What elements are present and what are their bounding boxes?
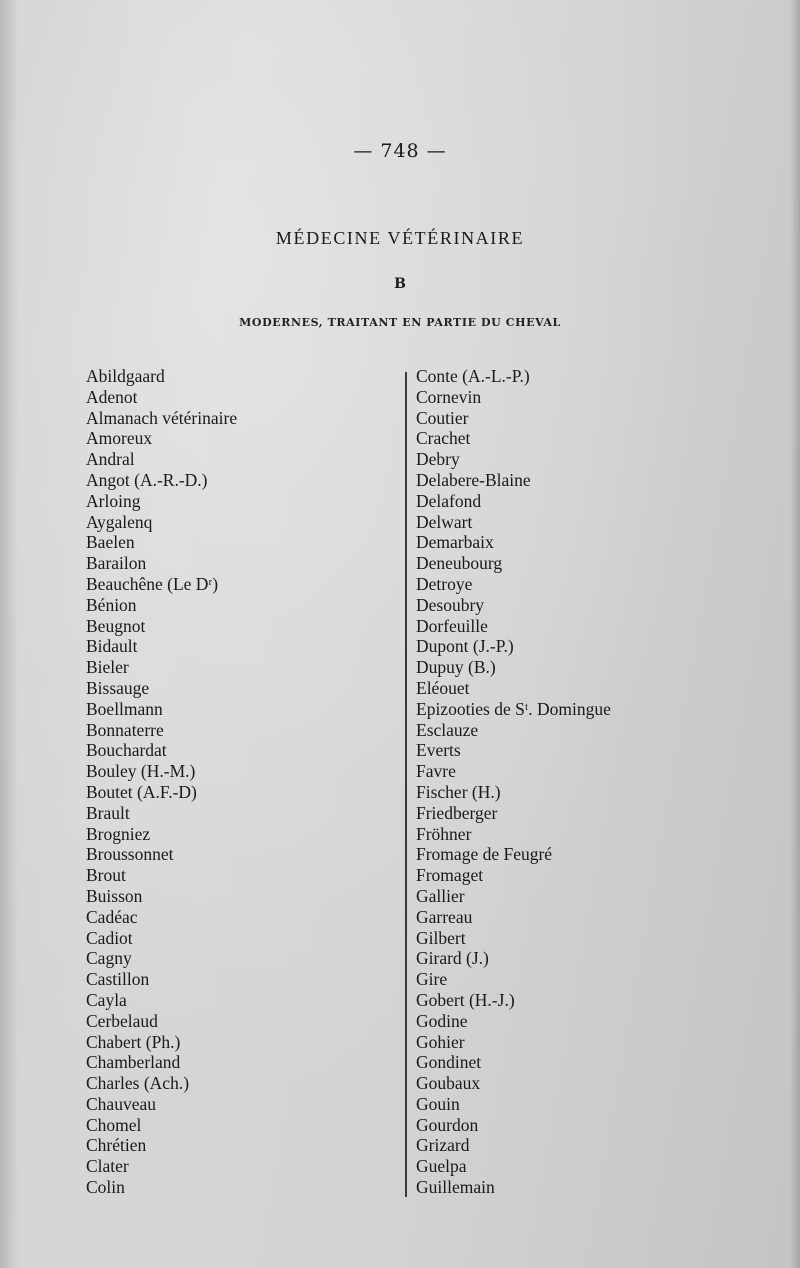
- list-item: Guelpa: [416, 1156, 467, 1177]
- list-item: Debry: [416, 449, 460, 470]
- list-item: Bonnaterre: [86, 719, 164, 740]
- list-item: Boutet (A.F.-D): [86, 781, 197, 802]
- list-item: Chabert (Ph.): [86, 1031, 181, 1052]
- list-item: Buisson: [86, 885, 143, 906]
- list-item: Godine: [416, 1010, 468, 1031]
- list-item: Guillemain: [416, 1177, 495, 1198]
- list-item: Bieler: [86, 657, 129, 678]
- list-item: Bénion: [86, 594, 137, 615]
- section-subheading: MODERNES, TRAITANT EN PARTIE DU CHEVAL: [239, 316, 561, 329]
- list-item: Conte (A.-L.-P.): [416, 366, 530, 386]
- list-item: Angot (A.-R.-D.): [86, 469, 208, 490]
- list-item: Cadéac: [86, 906, 138, 927]
- list-item: Bouchardat: [86, 740, 167, 761]
- list-item: Cornevin: [416, 386, 482, 407]
- list-item: Esclauze: [416, 719, 479, 740]
- right-column-list: [416, 366, 611, 1198]
- list-item: Coutier: [416, 407, 469, 428]
- list-item: Gobert (H.-J.): [416, 989, 515, 1010]
- list-item: Cerbelaud: [86, 1010, 158, 1031]
- list-item: Gallier: [416, 885, 465, 906]
- list-item: Baelen: [86, 532, 135, 553]
- list-item: Dupont (J.-P.): [416, 636, 514, 657]
- list-item: Chomel: [86, 1114, 142, 1135]
- list-item: Brault: [86, 802, 130, 823]
- list-item: Barailon: [86, 553, 147, 574]
- list-item: Fromaget: [416, 865, 484, 886]
- list-item: Chrétien: [86, 1135, 147, 1156]
- list-item: Clater: [86, 1156, 129, 1177]
- list-item: Crachet: [416, 428, 471, 449]
- list-item: Cadiot: [86, 927, 133, 948]
- list-item: Garreau: [416, 906, 473, 927]
- list-item: Almanach vétérinaire: [86, 407, 238, 428]
- list-item: Boellmann: [86, 698, 163, 719]
- list-item: Friedberger: [416, 802, 498, 823]
- list-item: Fischer (H.): [416, 781, 501, 802]
- column-divider: [405, 372, 407, 1197]
- list-item: Detroye: [416, 573, 473, 594]
- list-item: Desoubry: [416, 594, 485, 615]
- list-item: Gire: [416, 969, 448, 990]
- list-item: Fromage de Feugré: [416, 844, 553, 865]
- list-item: Bidault: [86, 636, 138, 657]
- list-item: Goubaux: [416, 1073, 481, 1094]
- list-item: Cagny: [86, 948, 132, 969]
- list-item: Eléouet: [416, 677, 470, 698]
- page-number: — 748 —: [353, 140, 447, 162]
- list-item: Epizooties de Sᵗ. Domingue: [416, 698, 611, 719]
- list-item: Gilbert: [416, 927, 466, 948]
- list-item: Gourdon: [416, 1114, 479, 1135]
- list-item: Andral: [86, 449, 135, 470]
- list-item: Broussonnet: [86, 844, 174, 865]
- section-letter: B: [394, 276, 406, 292]
- list-item: Everts: [416, 740, 461, 761]
- list-item: Beugnot: [86, 615, 146, 636]
- list-item: Dupuy (B.): [416, 657, 496, 678]
- left-column-list: [86, 366, 237, 1198]
- list-item: Amoreux: [86, 428, 153, 449]
- list-item: Abildgaard: [86, 366, 165, 386]
- list-item: Demarbaix: [416, 532, 494, 553]
- list-item: Gouin: [416, 1093, 460, 1114]
- list-item: Cayla: [86, 989, 127, 1010]
- list-item: Favre: [416, 761, 456, 782]
- page-edge-shadow-left: [0, 0, 18, 1268]
- list-item: Gondinet: [416, 1052, 482, 1073]
- list-item: Colin: [86, 1177, 125, 1198]
- list-item: Girard (J.): [416, 948, 489, 969]
- list-item: Fröhner: [416, 823, 472, 844]
- list-item: Chamberland: [86, 1052, 181, 1073]
- list-item: Delafond: [416, 490, 482, 511]
- list-item: Beauchêne (Le Dʳ): [86, 573, 219, 594]
- list-item: Brout: [86, 865, 126, 886]
- list-item: Grizard: [416, 1135, 470, 1156]
- list-item: Dorfeuille: [416, 615, 488, 636]
- list-item: Gohier: [416, 1031, 465, 1052]
- list-item: Aygalenq: [86, 511, 153, 532]
- list-item: Charles (Ach.): [86, 1073, 190, 1094]
- list-item: Bouley (H.-M.): [86, 761, 196, 782]
- list-item: Deneubourg: [416, 553, 503, 574]
- list-item: Bissauge: [86, 677, 150, 698]
- list-item: Arloing: [86, 490, 141, 511]
- list-item: Castillon: [86, 969, 150, 990]
- list-item: Adenot: [86, 386, 138, 407]
- section-heading: MÉDECINE VÉTÉRINAIRE: [275, 228, 525, 248]
- page-edge-shadow-right: [790, 0, 800, 1268]
- list-item: Chauveau: [86, 1093, 156, 1114]
- list-item: Delabere-Blaine: [416, 469, 531, 490]
- list-item: Brogniez: [86, 823, 151, 844]
- list-item: Delwart: [416, 511, 473, 532]
